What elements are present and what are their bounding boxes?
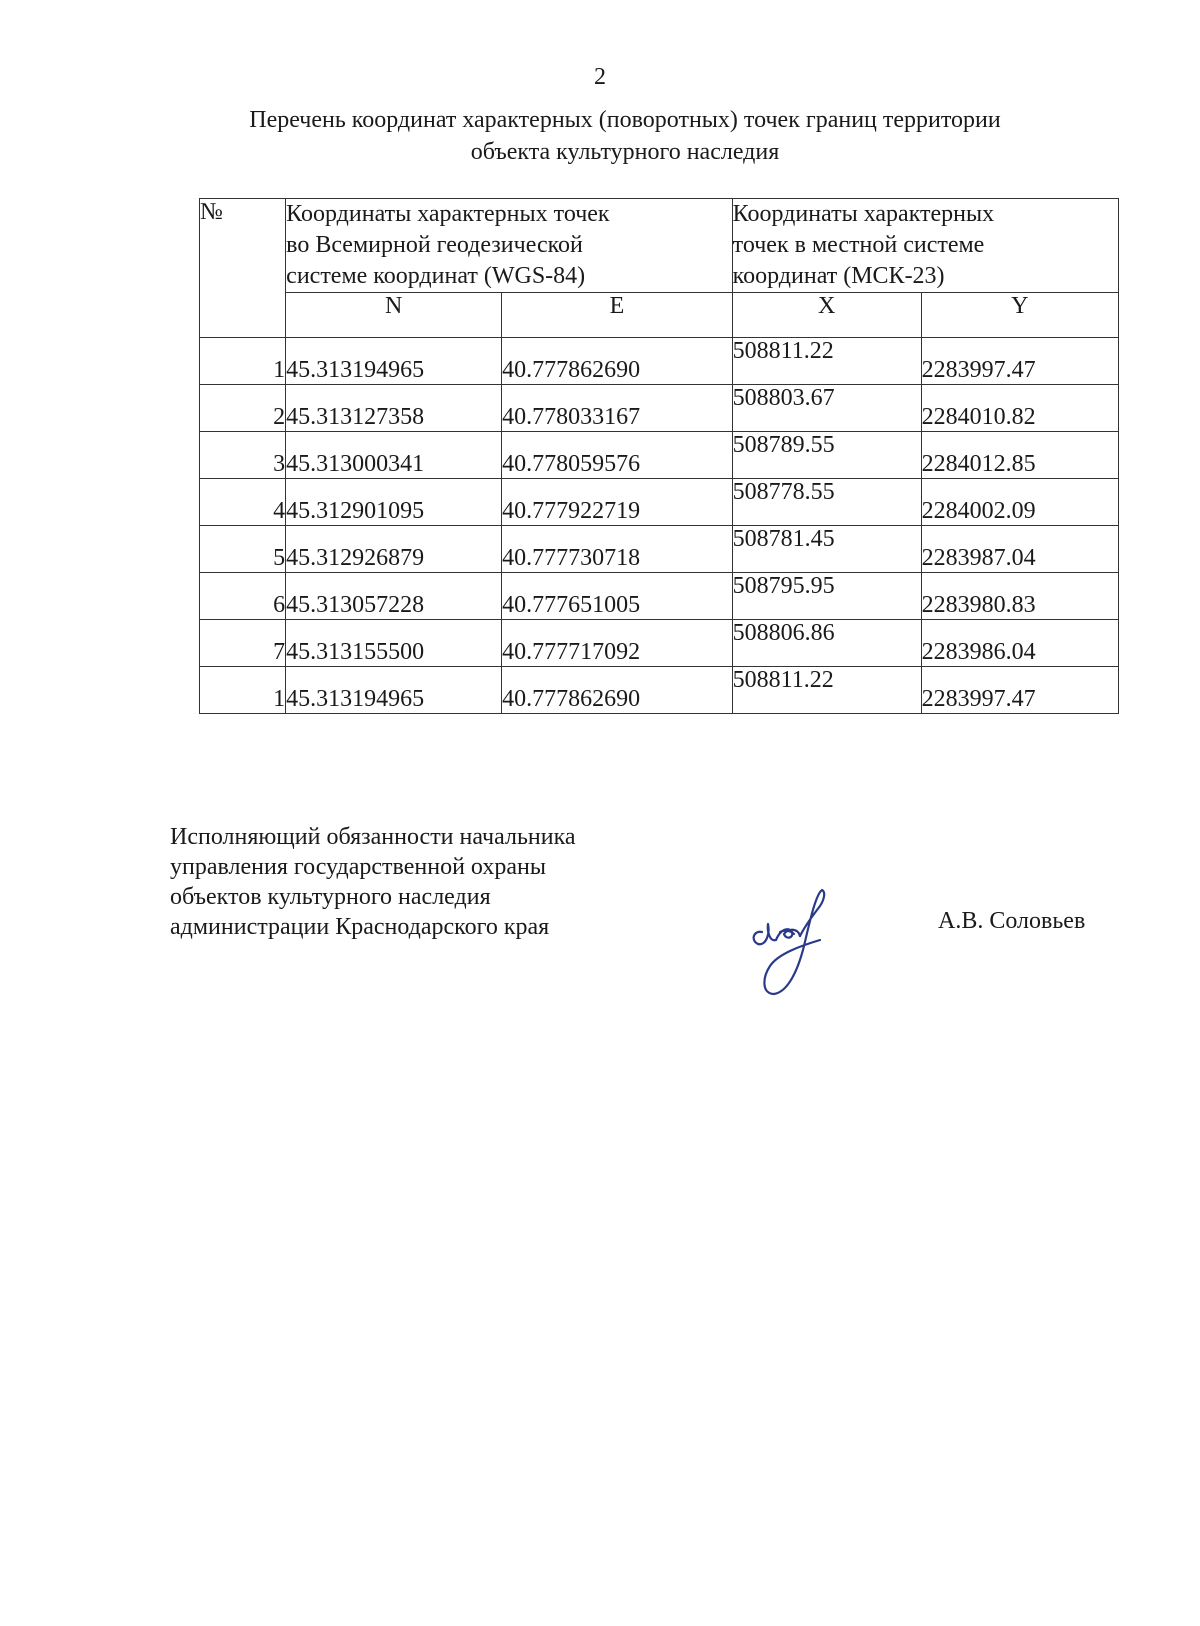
column-group-msk23-line: координат (МСК-23) <box>732 263 945 289</box>
column-header-n: N <box>286 293 502 338</box>
cell-y: 2283997.47 <box>921 667 1118 714</box>
table-row <box>200 385 1119 432</box>
cell-n: 45.313155500 <box>286 620 502 667</box>
signer-name: А.В. Соловьев <box>938 908 1086 934</box>
table-row <box>200 432 1119 479</box>
cell-number: 7 <box>200 620 286 667</box>
cell-x: 508781.45 <box>732 526 921 573</box>
cell-y: 2283987.04 <box>921 526 1118 573</box>
column-header-x: X <box>732 293 921 338</box>
cell-x: 508806.86 <box>732 620 921 667</box>
signature-icon <box>740 870 860 1000</box>
column-group-msk23-line: точек в местной системе <box>732 232 985 258</box>
cell-n: 45.312926879 <box>286 526 502 573</box>
cell-e: 40.777862690 <box>502 338 733 385</box>
cell-n: 45.312901095 <box>286 479 502 526</box>
cell-number: 5 <box>200 526 286 573</box>
column-header-number: № <box>200 199 286 338</box>
column-group-wgs84-line: во Всемирной геодезической <box>286 232 583 258</box>
column-group-wgs84-line: Координаты характерных точек <box>286 201 610 227</box>
cell-number: 1 <box>200 338 286 385</box>
column-group-msk23 <box>732 199 1118 293</box>
cell-n: 45.313194965 <box>286 338 502 385</box>
signer-position-line: администрации Краснодарского края <box>170 914 550 940</box>
page-number: 2 <box>594 64 606 90</box>
cell-e: 40.777730718 <box>502 526 733 573</box>
cell-number: 2 <box>200 385 286 432</box>
cell-e: 40.777862690 <box>502 667 733 714</box>
cell-e: 40.777651005 <box>502 573 733 620</box>
cell-number: 3 <box>200 432 286 479</box>
cell-n: 45.313057228 <box>286 573 502 620</box>
signer-position-line: объектов культурного наследия <box>170 884 491 910</box>
cell-n: 45.313000341 <box>286 432 502 479</box>
cell-y: 2284002.09 <box>921 479 1118 526</box>
column-group-wgs84 <box>286 199 733 293</box>
table-row <box>200 479 1119 526</box>
cell-x: 508803.67 <box>732 385 921 432</box>
cell-e: 40.778059576 <box>502 432 733 479</box>
table-row <box>200 620 1119 667</box>
document-title-line: Перечень координат характерных (поворотных) точек границ территории <box>249 107 1001 133</box>
table-row <box>200 338 1119 385</box>
column-header-e: E <box>502 293 733 338</box>
cell-y: 2283986.04 <box>921 620 1118 667</box>
table-row <box>200 526 1119 573</box>
document-title <box>150 104 1100 168</box>
coordinates-table <box>199 198 1119 714</box>
column-group-wgs84-line: системе координат (WGS-84) <box>286 263 586 289</box>
cell-x: 508795.95 <box>732 573 921 620</box>
column-group-msk23-line: Координаты характерных <box>732 201 995 227</box>
cell-e: 40.777922719 <box>502 479 733 526</box>
signer-position <box>170 822 690 942</box>
cell-y: 2284012.85 <box>921 432 1118 479</box>
cell-y: 2283980.83 <box>921 573 1118 620</box>
cell-number: 4 <box>200 479 286 526</box>
table-row <box>200 667 1119 714</box>
cell-e: 40.778033167 <box>502 385 733 432</box>
cell-n: 45.313194965 <box>286 667 502 714</box>
cell-number: 1 <box>200 667 286 714</box>
cell-x: 508811.22 <box>732 667 921 714</box>
cell-x: 508789.55 <box>732 432 921 479</box>
signer-position-line: Исполняющий обязанности начальника <box>170 824 576 850</box>
signer-position-line: управления государственной охраны <box>170 854 546 880</box>
column-header-y: Y <box>921 293 1118 338</box>
cell-number: 6 <box>200 573 286 620</box>
cell-x: 508811.22 <box>732 338 921 385</box>
document-title-line: объекта культурного наследия <box>470 139 780 165</box>
cell-n: 45.313127358 <box>286 385 502 432</box>
cell-e: 40.777717092 <box>502 620 733 667</box>
cell-y: 2283997.47 <box>921 338 1118 385</box>
handwritten-signature <box>740 870 860 1000</box>
cell-x: 508778.55 <box>732 479 921 526</box>
cell-y: 2284010.82 <box>921 385 1118 432</box>
table-row <box>200 573 1119 620</box>
